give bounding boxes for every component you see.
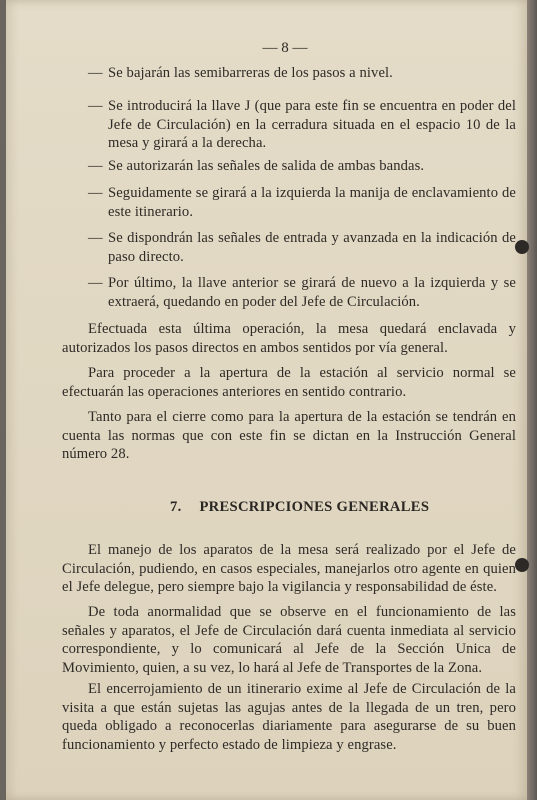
list-item-text: Se introducirá la llave J (que para este fin se encuentra en poder del Jefe de Circulación) en la cerradura situada en el espacio 10 de la mesa y girará a la derecha. xyxy=(108,98,516,151)
list-item-text: Se dispondrán las señales de entrada y avanzada en la indicación de paso directo. xyxy=(108,230,516,265)
list-item-text: Se bajarán las semibarreras de los pasos a nivel. xyxy=(108,65,393,81)
list-item xyxy=(88,274,516,311)
binder-edge xyxy=(527,0,537,800)
punch-hole xyxy=(515,558,529,572)
body-paragraph: El manejo de los aparatos de la mesa será realizado por el Jefe de Circulación, pudiendo, en casos especiales, manejarlos otro agente en quien el Jefe delegue, pero siempre bajo la vigilancia y responsabilidad de éste. xyxy=(62,542,516,595)
section-title: PRESCRIPCIONES GENERALES xyxy=(199,499,430,515)
list-item xyxy=(88,64,516,83)
body-paragraph: Para proceder a la apertura de la estación al servicio normal se efectuarán las operaciones anteriores en sentido contrario. xyxy=(62,365,516,400)
list-item xyxy=(88,157,516,176)
body-paragraph: Efectuada esta última operación, la mesa quedará enclavada y autorizados los pasos directos en ambos sentidos por vía general. xyxy=(62,321,516,356)
list-dash: — xyxy=(88,65,103,81)
list-dash: — xyxy=(88,275,103,291)
list-item-text: Seguidamente se girará a la izquierda la manija de enclavamiento de este itinerario. xyxy=(108,185,516,220)
list-dash: — xyxy=(88,185,103,201)
list-dash: — xyxy=(88,230,103,246)
section-number: 7. xyxy=(170,499,182,515)
body-paragraph: El encerrojamiento de un itinerario exime al Jefe de Circulación de la visita a que están sujetas las agujas antes de la llegada de un tren, pero queda obligado a reconocerlas diariamente para asegurarse de su buen funcionamiento y perfecto estado de limpieza y engrase. xyxy=(62,681,516,753)
punch-hole xyxy=(515,240,529,254)
list-item xyxy=(88,184,516,221)
body-paragraph: De toda anormalidad que se observe en el funcionamiento de las señales y aparatos, el Jefe de Circulación dará cuenta inmediata al servicio correspondiente, y lo comunicará al Jefe de la Sección Unica de Movimiento, quien, a su vez, lo hará al Jefe de Transportes de la Zona. xyxy=(62,604,516,676)
list-item xyxy=(88,97,516,153)
body-paragraph: Tanto para el cierre como para la apertura de la estación se tendrán en cuenta las normas que con este fin se dictan en la Instrucción General número 28. xyxy=(62,409,516,462)
list-item-text: Se autorizarán las señales de salida de ambas bandas. xyxy=(108,158,425,174)
section-heading xyxy=(170,499,470,516)
list-item-text: Por último, la llave anterior se girará de nuevo a la izquierda y se extraerá, quedando en poder del Jefe de Circulación. xyxy=(108,275,516,310)
page-number: — 8 — xyxy=(262,40,308,56)
list-dash: — xyxy=(88,98,103,114)
list-item xyxy=(88,229,516,266)
list-dash: — xyxy=(88,158,103,174)
